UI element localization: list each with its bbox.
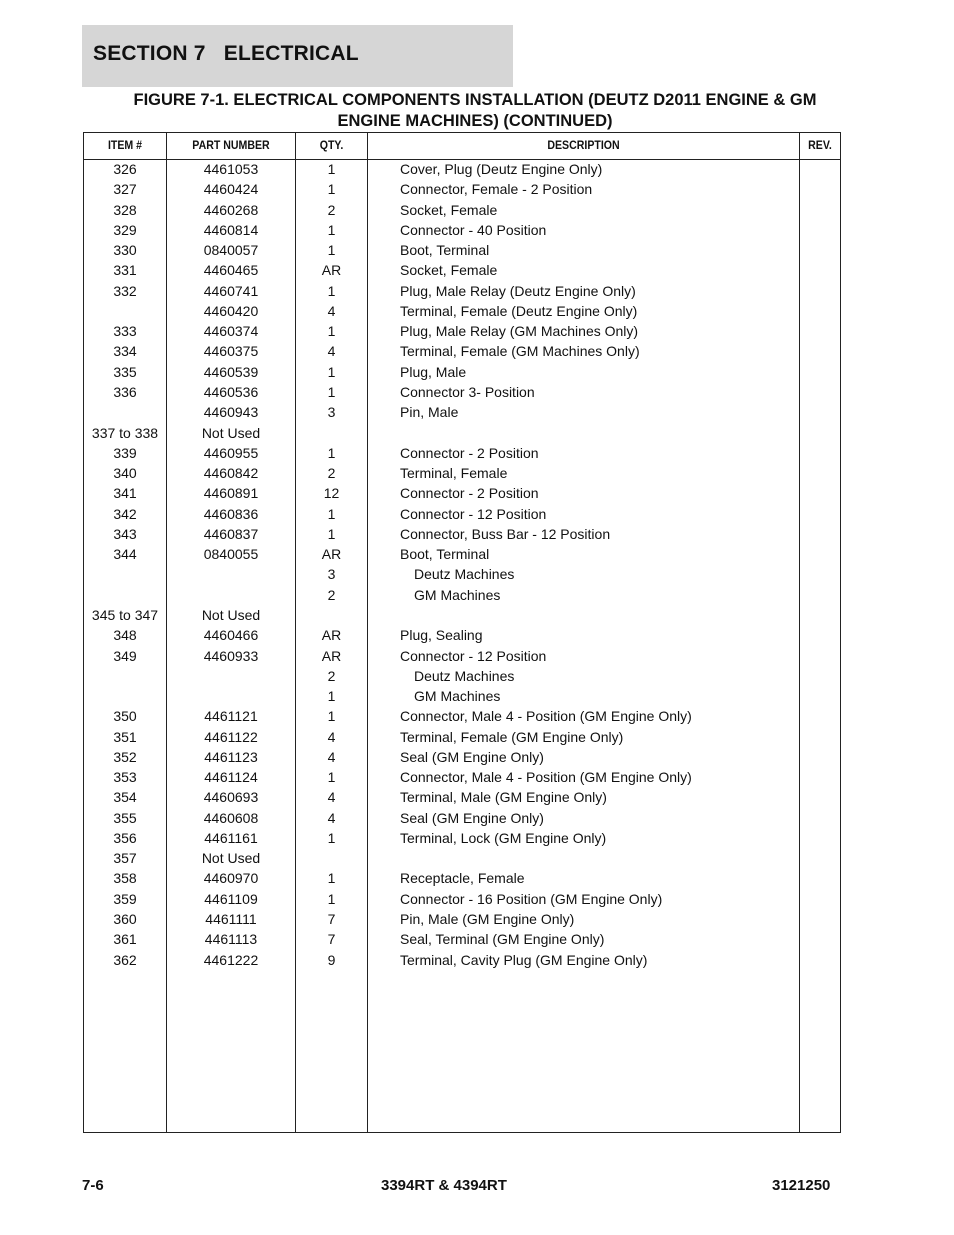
qty-cell: 9 [327,951,336,968]
description-cell: Terminal, Female (Deutz Engine Only) [400,302,638,319]
table-row [84,362,840,382]
table-row [84,686,840,706]
header-description: DESCRIPTION [547,140,620,152]
part-number-cell: 4460741 [203,282,259,299]
description-cell: Seal (GM Engine Only) [400,748,544,765]
item-number-cell: 326 [113,161,137,177]
item-number-cell: 358 [113,870,137,887]
description-cell: Terminal, Male (GM Engine Only) [400,789,607,806]
table-row [84,605,840,625]
item-number-cell: 331 [113,262,137,279]
part-number-cell: 4460424 [203,181,259,198]
description-cell: Plug, Male Relay (Deutz Engine Only) [400,282,636,299]
qty-cell: 2 [327,465,336,482]
part-number-cell: 4460536 [203,384,259,400]
description-cell: Connector 3- Position [400,384,535,400]
table-row [84,747,840,767]
qty-cell: 4 [327,728,336,745]
table-row [84,524,840,544]
qty-cell: 3 [327,404,336,421]
part-number-cell: 4461161 [204,829,258,846]
section-banner [82,25,513,87]
part-number-cell: 4460608 [203,809,259,826]
description-cell: Connector, Buss Bar - 12 Position [400,525,611,542]
qty-cell: 1 [327,363,336,380]
description-cell: Terminal, Female (GM Machines Only) [400,343,640,360]
description-cell: Connector - 40 Position [400,221,547,238]
part-number-cell: 4461124 [204,769,258,786]
qty-cell: 1 [327,161,336,177]
qty-cell: 2 [327,667,336,684]
table-row [84,646,840,666]
item-number-cell: 327 [113,181,137,198]
description-cell: Connector, Male 4 - Position (GM Engine Only) [400,708,692,725]
item-number-cell: 329 [113,221,137,238]
item-number-cell: 351 [113,728,137,745]
description-cell: GM Machines [414,688,501,704]
item-number-cell: 336 [113,384,137,400]
item-number-cell: 342 [113,505,137,522]
header-rev: REV. [808,140,832,152]
item-number-cell: 345 to 347 [91,606,159,623]
qty-cell: 4 [327,302,336,319]
description-cell: Deutz Machines [414,667,515,684]
description-cell: Connector, Male 4 - Position (GM Engine Only) [400,769,692,786]
qty-cell: 1 [327,890,336,907]
part-number-cell: 4460842 [203,465,259,482]
description-cell: Receptacle, Female [400,870,525,887]
qty-cell: 4 [327,748,336,765]
table-row [84,159,840,179]
qty-cell: 4 [327,343,336,360]
description-cell: Terminal, Cavity Plug (GM Engine Only) [400,951,648,968]
qty-cell: AR [321,546,342,563]
qty-cell: 1 [327,181,336,198]
description-cell: Connector - 12 Position [400,505,547,522]
table-row [84,808,840,828]
table-row [84,706,840,726]
part-number-cell: Not Used [201,424,261,441]
part-number-cell: 4460814 [203,221,259,238]
table-row [84,848,840,868]
description-cell: Cover, Plug (Deutz Engine Only) [400,161,603,177]
part-number-cell: 4460955 [203,444,259,461]
description-cell: Terminal, Female (GM Engine Only) [400,728,624,745]
qty-cell: 1 [327,444,336,461]
part-number-cell: 4461053 [203,161,259,177]
parts-table [83,132,841,1133]
table-row [84,585,840,605]
table-row [84,240,840,260]
part-number-cell: 0840055 [203,546,259,563]
table-row [84,382,840,402]
description-cell: GM Machines [414,586,501,603]
item-number-cell: 332 [113,282,137,299]
qty-cell: 1 [327,769,336,786]
part-number-cell: 4460837 [203,525,259,542]
part-number-cell: Not Used [201,606,261,623]
description-cell: Boot, Terminal [400,546,490,563]
part-number-cell: 4460693 [203,789,259,806]
item-number-cell: 339 [113,444,137,461]
part-number-cell: 4460891 [203,485,259,502]
item-number-cell: 330 [113,242,137,259]
table-row [84,544,840,564]
table-row [84,787,840,807]
footer-doc-number: 3121250 [772,1177,831,1194]
item-number-cell: 337 to 338 [91,424,159,441]
part-number-cell: Not Used [201,850,261,867]
item-number-cell: 361 [113,931,137,948]
qty-cell: 1 [327,505,336,522]
qty-cell: 1 [327,221,336,238]
table-row [84,402,840,422]
qty-cell: 1 [327,282,336,299]
qty-cell: 1 [327,708,336,725]
table-row [84,463,840,483]
table-row [84,443,840,463]
part-number-cell: 4460836 [203,505,259,522]
description-cell: Plug, Male [400,363,467,380]
qty-cell: 1 [327,384,336,400]
table-row [84,341,840,361]
part-number-cell: 0840057 [203,242,259,259]
table-row [84,483,840,503]
qty-cell: AR [321,647,342,664]
item-number-cell: 328 [113,201,137,218]
item-number-cell: 357 [113,850,137,867]
qty-cell: AR [321,627,342,644]
description-cell: Connector, Female - 2 Position [400,181,593,198]
table-row [84,321,840,341]
item-number-cell: 352 [113,748,137,765]
description-cell: Boot, Terminal [400,242,490,259]
part-number-cell: 4461123 [204,748,258,765]
part-number-cell: 4460933 [203,647,259,664]
part-number-cell: 4460539 [203,363,259,380]
qty-cell: 7 [327,911,336,927]
part-number-cell: 4460420 [203,302,259,319]
item-number-cell: 350 [113,708,137,725]
description-cell: Terminal, Lock (GM Engine Only) [400,829,607,846]
qty-cell: 1 [327,525,336,542]
header-item: ITEM # [107,140,143,152]
table-row [84,281,840,301]
part-number-cell: 4460970 [203,870,259,887]
qty-cell: 1 [327,688,336,704]
description-cell: Connector - 16 Position (GM Engine Only) [400,890,663,907]
description-cell: Socket, Female [400,262,498,279]
table-row [84,889,840,909]
part-number-cell: 4461113 [204,931,258,948]
footer-page-number: 7-6 [82,1177,104,1194]
item-number-cell: 353 [113,769,137,786]
item-number-cell: 343 [113,525,137,542]
part-number-cell: 4460268 [203,201,259,218]
part-number-cell: 4461222 [203,951,259,968]
description-cell: Pin, Male [400,404,459,421]
description-cell: Pin, Male (GM Engine Only) [400,911,575,927]
table-row [84,929,840,949]
table-row [84,200,840,220]
table-row [84,666,840,686]
qty-cell: 1 [327,323,336,340]
table-row [84,950,840,970]
table-row [84,625,840,645]
qty-cell: 7 [327,931,336,948]
table-row [84,767,840,787]
part-number-cell: 4461122 [204,728,258,745]
qty-cell: 1 [327,242,336,259]
description-cell: Seal, Terminal (GM Engine Only) [400,931,605,948]
part-number-cell: 4460374 [203,323,259,340]
description-cell: Connector - 2 Position [400,444,539,461]
item-number-cell: 334 [113,343,137,360]
table-row [84,301,840,321]
table-row [84,423,840,443]
qty-cell: 1 [327,829,336,846]
table-row [84,504,840,524]
footer-model: 3394RT & 4394RT [381,1177,507,1194]
description-cell: Connector - 12 Position [400,647,547,664]
description-cell: Plug, Sealing [400,627,483,644]
part-number-cell: 4461121 [204,708,258,725]
table-row [84,828,840,848]
part-number-cell: 4461111 [205,911,257,927]
description-cell: Plug, Male Relay (GM Machines Only) [400,323,639,340]
item-number-cell: 340 [113,465,137,482]
qty-cell: 12 [323,485,340,502]
table-row [84,564,840,584]
item-number-cell: 344 [113,546,137,563]
description-cell: Deutz Machines [414,566,515,583]
description-cell: Socket, Female [400,201,498,218]
description-cell: Seal (GM Engine Only) [400,809,544,826]
figure-title-line-1: FIGURE 7-1. ELECTRICAL COMPONENTS INSTALLATION (DEUTZ D2011 ENGINE & GM [133,91,817,109]
description-cell: Connector - 2 Position [400,485,539,502]
part-number-cell: 4461109 [204,890,258,907]
item-number-cell: 355 [113,809,137,826]
qty-cell: AR [321,262,342,279]
section-title: SECTION 7 ELECTRICAL [93,42,359,65]
table-row [84,179,840,199]
item-number-cell: 348 [113,627,137,644]
item-number-cell: 359 [113,890,137,907]
table-row [84,727,840,747]
qty-cell: 4 [327,789,336,806]
part-number-cell: 4460375 [203,343,259,360]
item-number-cell: 360 [113,911,137,927]
item-number-cell: 341 [113,485,137,502]
figure-title [90,90,860,132]
item-number-cell: 333 [113,323,137,340]
qty-cell: 3 [327,566,336,583]
item-number-cell: 356 [113,829,137,846]
qty-cell: 1 [327,870,336,887]
item-number-cell: 362 [113,951,137,968]
part-number-cell: 4460466 [203,627,259,644]
part-number-cell: 4460465 [203,262,259,279]
part-number-cell: 4460943 [203,404,259,421]
qty-cell: 2 [327,201,336,218]
qty-cell: 2 [327,586,336,603]
qty-cell: 4 [327,809,336,826]
item-number-cell: 354 [113,789,137,806]
item-number-cell: 349 [113,647,137,664]
item-number-cell: 335 [113,363,137,380]
description-cell: Terminal, Female [400,465,508,482]
table-row [84,909,840,929]
header-part-number: PART NUMBER [192,140,270,152]
figure-title-line-2: ENGINE MACHINES) (CONTINUED) [337,112,613,130]
table-row [84,220,840,240]
table-row [84,260,840,280]
header-qty: QTY. [319,140,344,152]
table-row [84,868,840,888]
